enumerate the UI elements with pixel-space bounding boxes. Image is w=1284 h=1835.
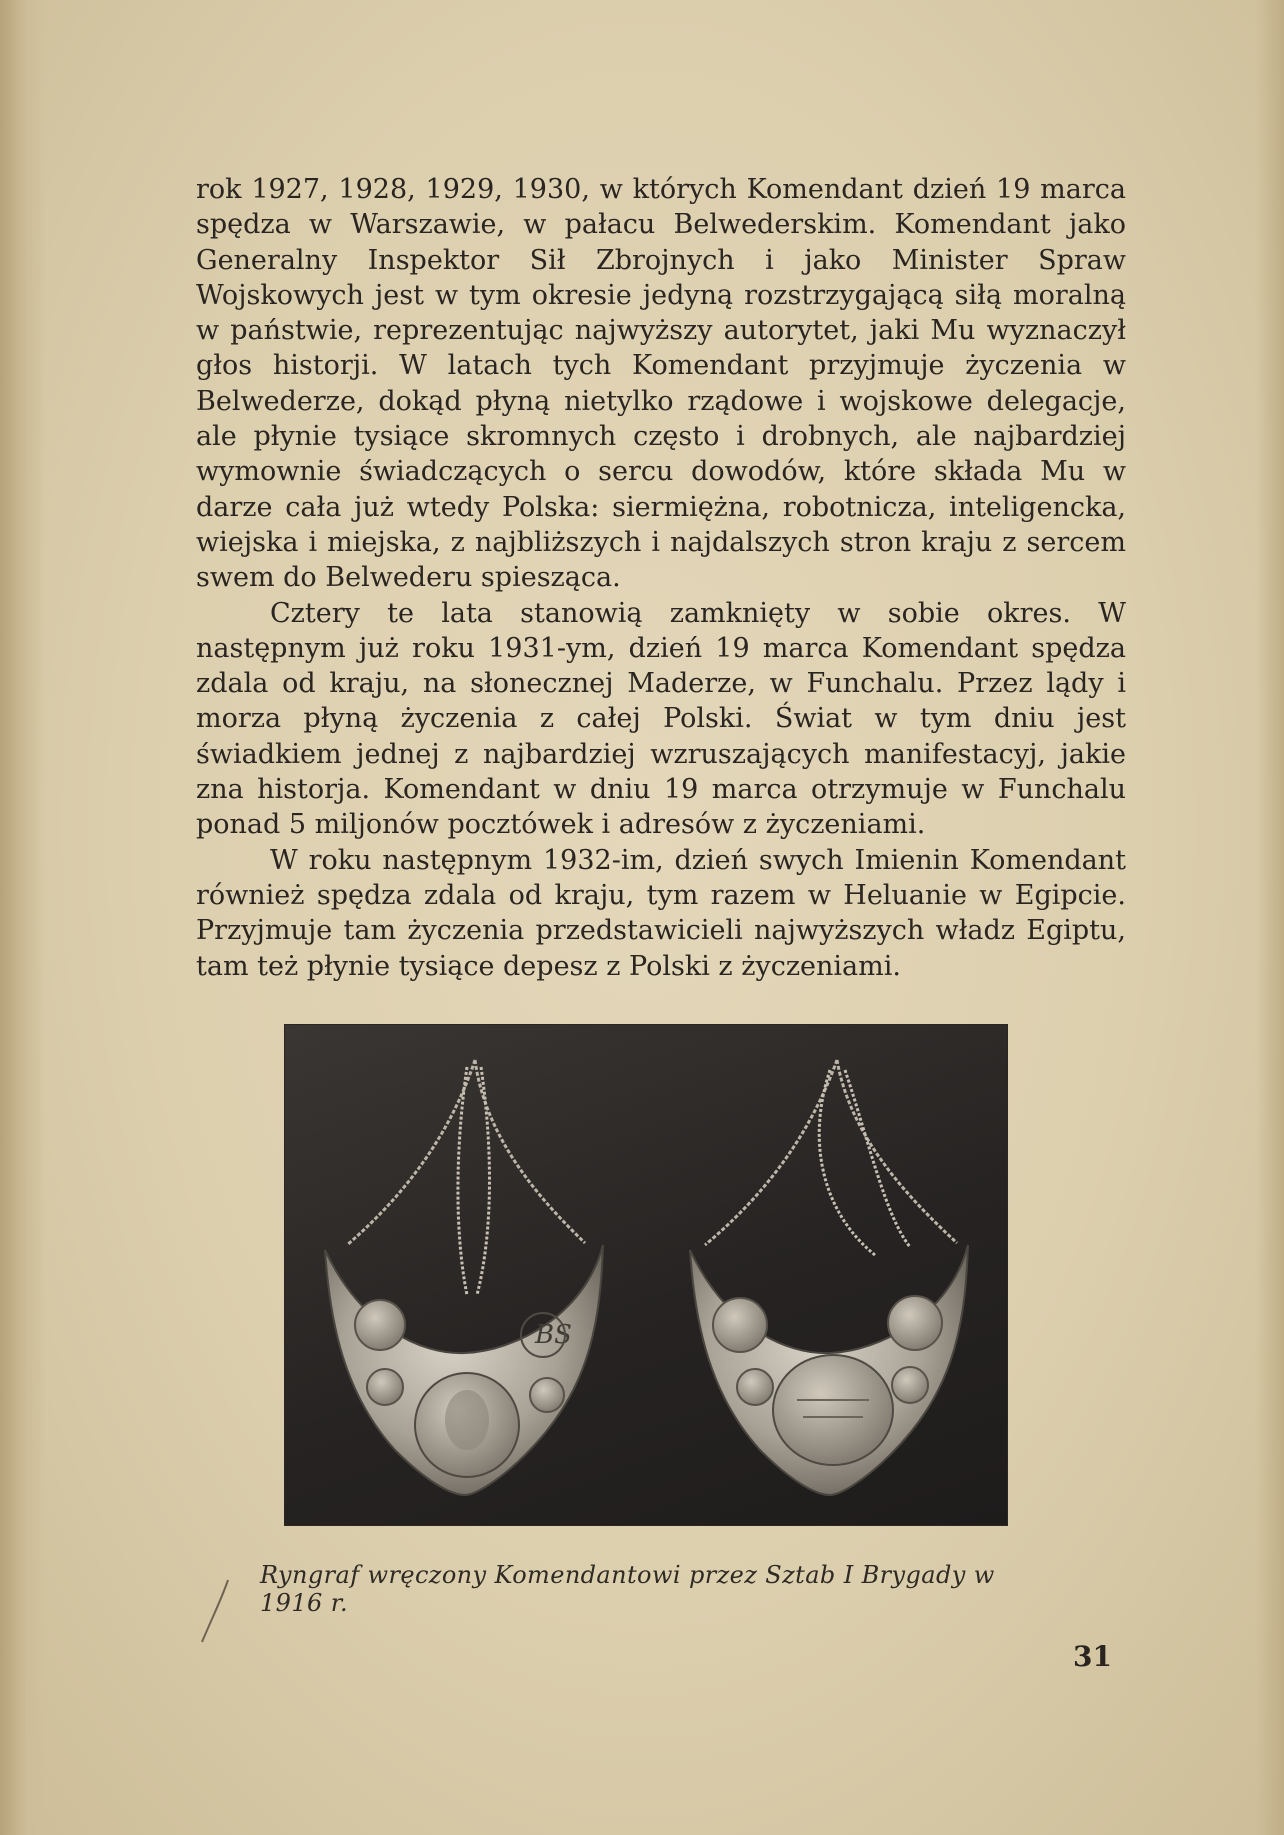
figure-caption: Ryngraf wręczony Komendantowi przez Sztab I Brygady w 1916 r.	[260, 1561, 995, 1617]
ryngraf-photo	[285, 1025, 1007, 1525]
paragraph-1: rok 1927, 1928, 1929, 1930, w których Komendant dzień 19 marca spędza w Warszawie, w pałacu Belwederskim. Komendant jako Generalny Inspektor Sił Zbrojnych i jako Minister Spraw Wojskowych jest w tym okresie jedyną rozstrzygającą siłą moralną w państwie, reprezentując najwyższy autorytet, jaki Mu wyznaczył głos historji. W latach tych Komendant przyjmuje życzenia w Belwederze, dokąd płyną nietylko rządowe i wojskowe delegacje, ale płynie tysiące skromnych często i drobnych, ale najbardziej wymownie świadczących o sercu dowodów, które składa Mu w darze cała już wtedy Polska: siermiężna, robotnicza, inteligencka, wiejska i miejska, z najbliższych i najdalszych stron kraju z sercem swem do Belwederu spiesząca.	[196, 174, 1126, 594]
body-text	[196, 172, 1126, 984]
left-ryngraf	[325, 1060, 603, 1495]
right-ryngraf	[690, 1060, 968, 1495]
paragraph-3: W roku następnym 1932-im, dzień swych Imienin Komendant również spędza zdala od kraju, tym razem w Heluanie w Egipcie. Przyjmuje tam życzenia przedstawicieli najwyższych władz Egiptu, tam też płynie tysiące depesz z Polski z życzeniami.	[196, 844, 1126, 982]
svg-text:BS: BS	[535, 1320, 572, 1350]
page-number: 31	[1073, 1640, 1112, 1673]
pencil-mark	[198, 1576, 238, 1646]
paragraph-2: Cztery te lata stanowią zamknięty w sobie okres. W następnym już roku 1931-ym, dzień 19 marca Komendant spędza zdala od kraju, na słonecznej Maderze, w Funchalu. Przez lądy i morza płyną życzenia z całej Polski. Świat w tym dniu jest świadkiem jednej z najbardziej wzruszających manifestacyj, jakie zna historja. Komendant w dniu 19 marca otrzymuje w Funchalu ponad 5 miljonów pocztówek i adresów z życzeniami.	[196, 597, 1126, 841]
